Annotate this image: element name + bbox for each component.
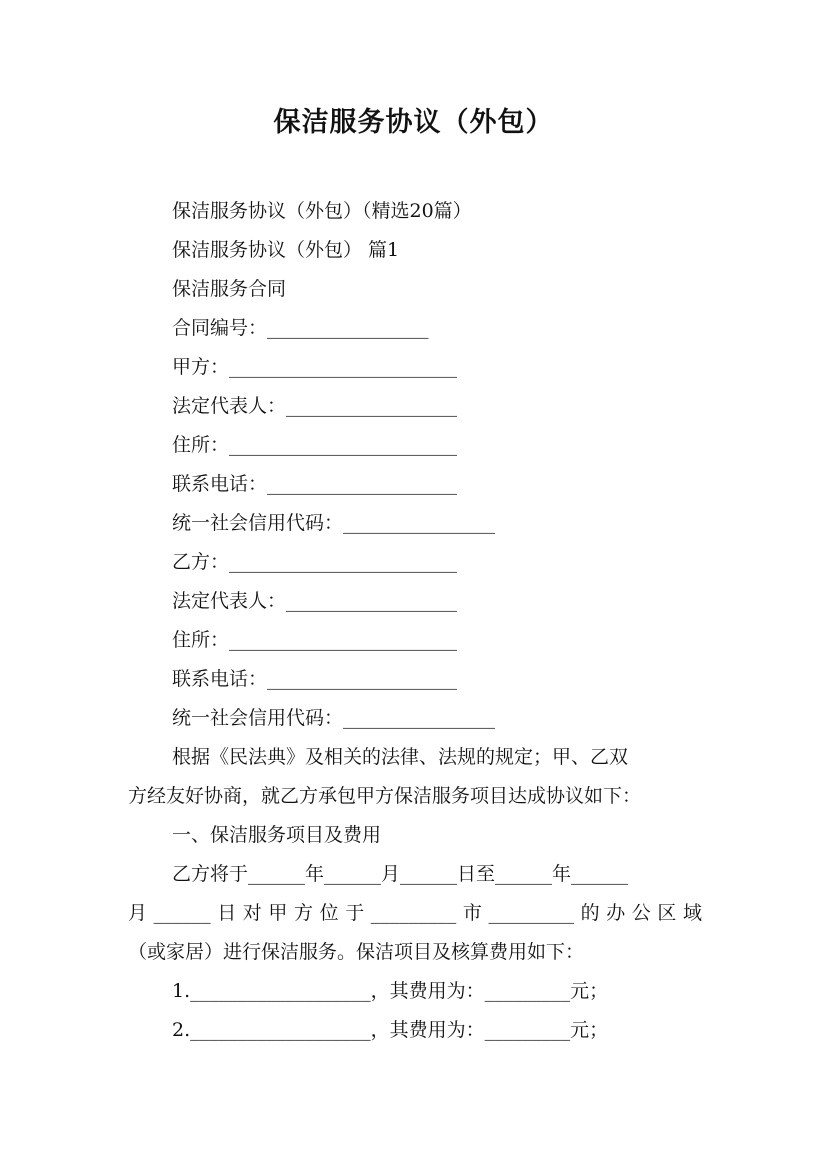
party-a-representative-field: 法定代表人：__________________ <box>172 395 458 417</box>
fee-item-1: 1.___________________，其费用为：_________元； <box>172 980 609 1002</box>
party-a-address-field: 住所：________________________ <box>172 434 458 456</box>
party-a-field: 甲方：________________________ <box>172 356 458 378</box>
party-b-phone-field: 联系电话：____________________ <box>172 668 458 690</box>
party-a-phone-field: 联系电话：____________________ <box>172 473 458 495</box>
party-a-credit-code-field: 统一社会信用代码：________________ <box>172 512 496 534</box>
party-b-address-field: 住所：________________________ <box>172 629 458 651</box>
document-title: 保洁服务协议（外包） <box>273 107 554 138</box>
contract-number-field: 合同编号：_________________ <box>172 317 429 339</box>
subtitle-line: 保洁服务协议（外包）（精选20篇） <box>172 200 472 222</box>
party-b-credit-code-field: 统一社会信用代码：________________ <box>172 707 496 729</box>
paragraph-line: （或家居）进行保洁服务。保洁项目及核算费用如下： <box>128 941 585 963</box>
section-heading: 保洁服务协议（外包） 篇1 <box>172 239 400 261</box>
contract-heading: 保洁服务合同 <box>172 278 287 300</box>
paragraph-line: 月______日对甲方位于_________市_________的办公区域 <box>128 902 702 924</box>
party-b-field: 乙方：________________________ <box>172 551 458 573</box>
fee-item-2: 2.___________________，其费用为：_________元； <box>172 1019 609 1041</box>
party-b-representative-field: 法定代表人：__________________ <box>172 590 458 612</box>
paragraph-line: 根据《民法典》及相关的法律、法规的规定；甲、乙双 <box>172 746 629 768</box>
paragraph-line: 乙方将于______年______月______日至______年______ <box>172 863 629 885</box>
clause-heading: 一、保洁服务项目及费用 <box>172 824 382 846</box>
paragraph-line: 方经友好协商，就乙方承包甲方保洁服务项目达成协议如下： <box>128 785 642 807</box>
